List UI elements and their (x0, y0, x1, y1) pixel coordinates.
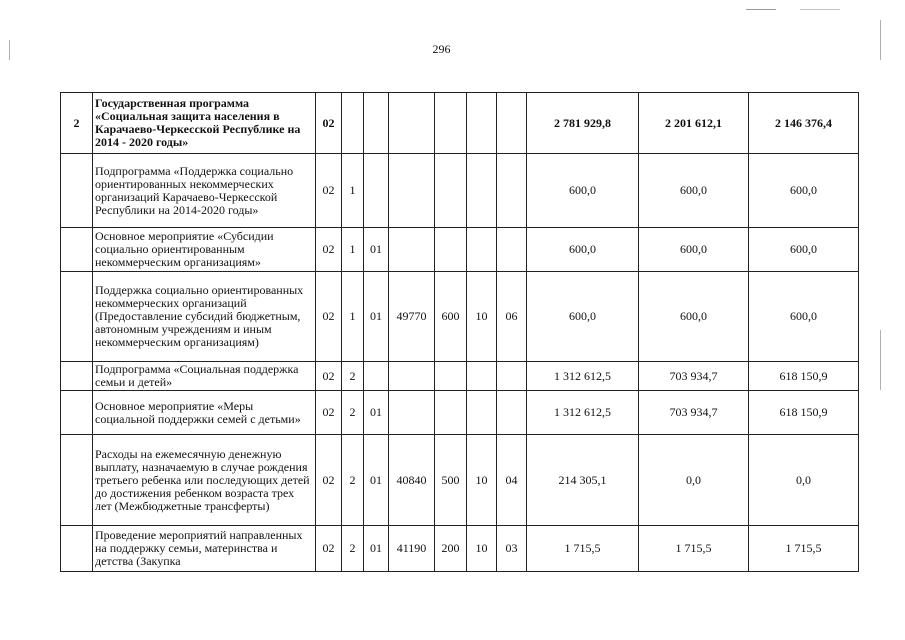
amount-year-2-cell: 2 201 612,1 (639, 93, 749, 154)
expense-type-cell (435, 154, 467, 228)
amount-year-3-cell: 618 150,9 (749, 391, 859, 435)
program-code-cell: 02 (316, 435, 342, 526)
amount-year-1-cell: 1 312 612,5 (527, 391, 639, 435)
expense-type-cell: 600 (435, 272, 467, 362)
row-name-cell: Подпрограмма «Поддержка социально ориентированных некоммерческих организаций Карачаево-Черкесской Республики на 2014-2020 годы» (93, 154, 316, 228)
subsection-code-cell: 04 (497, 435, 527, 526)
activity-code-cell (364, 362, 389, 391)
expense-type-cell (435, 228, 467, 272)
amount-year-2-cell: 600,0 (639, 228, 749, 272)
row-name-cell: Проведение мероприятий направленных на поддержку семьи, материнства и детства (Закупка (93, 526, 316, 572)
amount-year-3-cell: 600,0 (749, 272, 859, 362)
row-name-cell: Подпрограмма «Социальная поддержка семьи и детей» (93, 362, 316, 391)
section-code-cell (467, 228, 497, 272)
row-number-cell (61, 272, 93, 362)
subprogram-code-cell: 2 (342, 362, 364, 391)
section-code-cell: 10 (467, 435, 497, 526)
amount-year-1-cell: 600,0 (527, 228, 639, 272)
amount-year-1-cell: 1 312 612,5 (527, 362, 639, 391)
direction-code-cell (389, 93, 435, 154)
activity-code-cell (364, 93, 389, 154)
amount-year-3-cell: 2 146 376,4 (749, 93, 859, 154)
direction-code-cell (389, 228, 435, 272)
program-code-cell: 02 (316, 272, 342, 362)
scan-edge-line-left (9, 40, 10, 60)
amount-year-3-cell: 1 715,5 (749, 526, 859, 572)
program-code-cell: 02 (316, 391, 342, 435)
row-number-cell (61, 228, 93, 272)
program-code-cell: 02 (316, 526, 342, 572)
subsection-code-cell: 03 (497, 526, 527, 572)
scan-edge-line-right-lower (880, 330, 881, 390)
amount-year-2-cell: 600,0 (639, 154, 749, 228)
amount-year-1-cell: 214 305,1 (527, 435, 639, 526)
row-name-cell: Основное мероприятие «Субсидии социально ориентированным некоммерческим организациям» (93, 228, 316, 272)
section-code-cell: 10 (467, 272, 497, 362)
direction-code-cell (389, 154, 435, 228)
scan-edge-line-right (880, 20, 881, 60)
activity-code-cell: 01 (364, 526, 389, 572)
subsection-code-cell (497, 228, 527, 272)
amount-year-2-cell: 703 934,7 (639, 362, 749, 391)
table-row (61, 526, 859, 572)
subprogram-code-cell: 1 (342, 228, 364, 272)
direction-code-cell (389, 391, 435, 435)
direction-code-cell: 49770 (389, 272, 435, 362)
expense-type-cell (435, 391, 467, 435)
activity-code-cell: 01 (364, 228, 389, 272)
subsection-code-cell (497, 391, 527, 435)
expense-type-cell: 500 (435, 435, 467, 526)
row-number-cell (61, 391, 93, 435)
subsection-code-cell (497, 362, 527, 391)
subprogram-code-cell: 1 (342, 272, 364, 362)
program-code-cell: 02 (316, 362, 342, 391)
subprogram-code-cell (342, 93, 364, 154)
table-row (61, 391, 859, 435)
direction-code-cell: 40840 (389, 435, 435, 526)
amount-year-3-cell: 600,0 (749, 228, 859, 272)
scan-edge-line-top-right (800, 9, 840, 10)
page-number: 296 (432, 42, 451, 56)
amount-year-2-cell: 703 934,7 (639, 391, 749, 435)
amount-year-3-cell: 600,0 (749, 154, 859, 228)
subsection-code-cell (497, 93, 527, 154)
activity-code-cell: 01 (364, 391, 389, 435)
amount-year-2-cell: 1 715,5 (639, 526, 749, 572)
row-number-cell (61, 526, 93, 572)
budget-table (60, 92, 859, 572)
program-code-cell: 02 (316, 228, 342, 272)
activity-code-cell: 01 (364, 272, 389, 362)
expense-type-cell (435, 93, 467, 154)
row-name-cell: Основное мероприятие «Меры социальной поддержки семей с детьми» (93, 391, 316, 435)
expense-type-cell (435, 362, 467, 391)
row-name-cell: Поддержка социально ориентированных некоммерческих организаций (Предоставление субсидий бюджетным, автономным учреждениям и иным некоммерческим организациям) (93, 272, 316, 362)
subprogram-code-cell: 1 (342, 154, 364, 228)
budget-table-body (61, 93, 859, 572)
amount-year-2-cell: 600,0 (639, 272, 749, 362)
amount-year-1-cell: 600,0 (527, 154, 639, 228)
amount-year-1-cell: 2 781 929,8 (527, 93, 639, 154)
table-row (61, 435, 859, 526)
subprogram-code-cell: 2 (342, 391, 364, 435)
row-name-cell: Государственная программа «Социальная защита населения в Карачаево-Черкесской Республике на 2014 - 2020 годы» (93, 93, 316, 154)
amount-year-1-cell: 600,0 (527, 272, 639, 362)
table-row (61, 362, 859, 391)
direction-code-cell (389, 362, 435, 391)
table-row (61, 228, 859, 272)
amount-year-2-cell: 0,0 (639, 435, 749, 526)
row-number-cell (61, 154, 93, 228)
amount-year-1-cell: 1 715,5 (527, 526, 639, 572)
row-number-cell (61, 362, 93, 391)
amount-year-3-cell: 0,0 (749, 435, 859, 526)
expense-type-cell: 200 (435, 526, 467, 572)
table-row (61, 154, 859, 228)
subsection-code-cell (497, 154, 527, 228)
subprogram-code-cell: 2 (342, 435, 364, 526)
program-code-cell: 02 (316, 154, 342, 228)
section-code-cell (467, 93, 497, 154)
section-code-cell: 10 (467, 526, 497, 572)
direction-code-cell: 41190 (389, 526, 435, 572)
scan-edge-line-top (746, 9, 776, 10)
section-code-cell (467, 154, 497, 228)
table-row (61, 93, 859, 154)
row-number-cell (61, 435, 93, 526)
subprogram-code-cell: 2 (342, 526, 364, 572)
section-code-cell (467, 362, 497, 391)
amount-year-3-cell: 618 150,9 (749, 362, 859, 391)
row-name-cell: Расходы на ежемесячную денежную выплату, назначаемую в случае рождения третьего ребенка или последующих детей до достижения ребенком возраста трех лет (Межбюджетные трансферты) (93, 435, 316, 526)
table-row (61, 272, 859, 362)
row-number-cell: 2 (61, 93, 93, 154)
activity-code-cell: 01 (364, 435, 389, 526)
program-code-cell: 02 (316, 93, 342, 154)
section-code-cell (467, 391, 497, 435)
activity-code-cell (364, 154, 389, 228)
subsection-code-cell: 06 (497, 272, 527, 362)
